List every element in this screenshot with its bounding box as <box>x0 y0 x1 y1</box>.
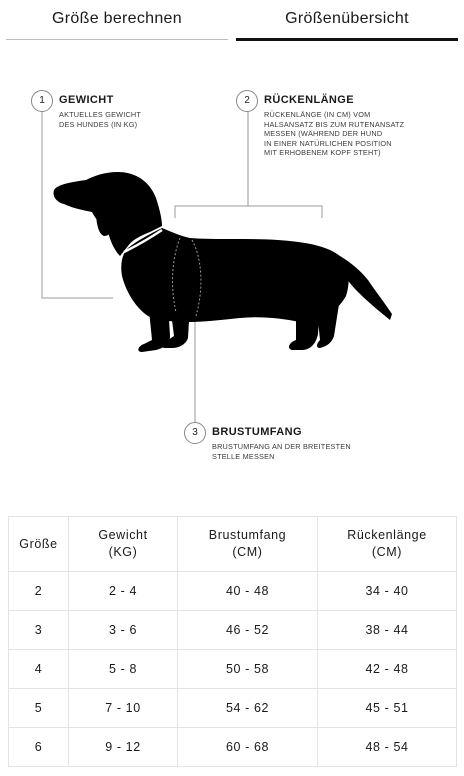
table-header-row <box>9 517 457 572</box>
callout-number: 2 <box>236 90 258 112</box>
cell-size: 3 <box>9 611 69 650</box>
table-row <box>9 728 457 767</box>
callout-description: AKTUELLES GEWICHT DES HUNDES (IN KG) <box>59 110 142 129</box>
callout-title: RÜCKENLÄNGE <box>264 94 354 106</box>
callout-title: GEWICHT <box>59 94 114 106</box>
cell-back-length: 38 - 44 <box>318 611 457 650</box>
header-back-length: Rückenlänge (CM) <box>318 517 457 572</box>
header-size: Größe <box>9 517 69 572</box>
cell-chest: 46 - 52 <box>178 611 318 650</box>
back-length-bracket <box>175 206 322 218</box>
callout-description: RÜCKENLÄNGE (IN CM) VOM HALSANSATZ BIS ZUM RUTENANSATZ MESSEN (WÄHREND DER HUND IN EINER NATÜRLICHEN POSITION MIT ERHOBENEM KOPF STEHT) <box>264 110 405 157</box>
cell-back-length: 48 - 54 <box>318 728 457 767</box>
tab-size-calculator[interactable]: Größe berechnen <box>52 10 182 27</box>
tab-size-overview[interactable]: Größenübersicht <box>285 10 409 27</box>
cell-weight: 5 - 8 <box>69 650 178 689</box>
cell-chest: 50 - 58 <box>178 650 318 689</box>
size-table <box>8 516 457 767</box>
cell-chest: 60 - 68 <box>178 728 318 767</box>
table-row <box>9 650 457 689</box>
table-row <box>9 611 457 650</box>
cell-chest: 40 - 48 <box>178 572 318 611</box>
table-row <box>9 689 457 728</box>
cell-size: 6 <box>9 728 69 767</box>
cell-weight: 9 - 12 <box>69 728 178 767</box>
cell-size: 4 <box>9 650 69 689</box>
table-row <box>9 572 457 611</box>
callout-number: 1 <box>31 90 53 112</box>
cell-weight: 7 - 10 <box>69 689 178 728</box>
chest-guide-line <box>195 322 205 433</box>
cell-back-length: 34 - 40 <box>318 572 457 611</box>
cell-size: 5 <box>9 689 69 728</box>
header-weight: Gewicht (KG) <box>69 517 178 572</box>
cell-back-length: 45 - 51 <box>318 689 457 728</box>
cell-back-length: 42 - 48 <box>318 650 457 689</box>
cell-chest: 54 - 62 <box>178 689 318 728</box>
callout-description: BRUSTUMFANG AN DER BREITESTEN STELLE MESSEN <box>212 442 351 461</box>
callout-number: 3 <box>184 422 206 444</box>
callout-title: BRUSTUMFANG <box>212 426 302 438</box>
cell-weight: 2 - 4 <box>69 572 178 611</box>
cell-weight: 3 - 6 <box>69 611 178 650</box>
header-chest: Brustumfang (CM) <box>178 517 318 572</box>
cell-size: 2 <box>9 572 69 611</box>
dachshund-silhouette <box>53 172 392 352</box>
